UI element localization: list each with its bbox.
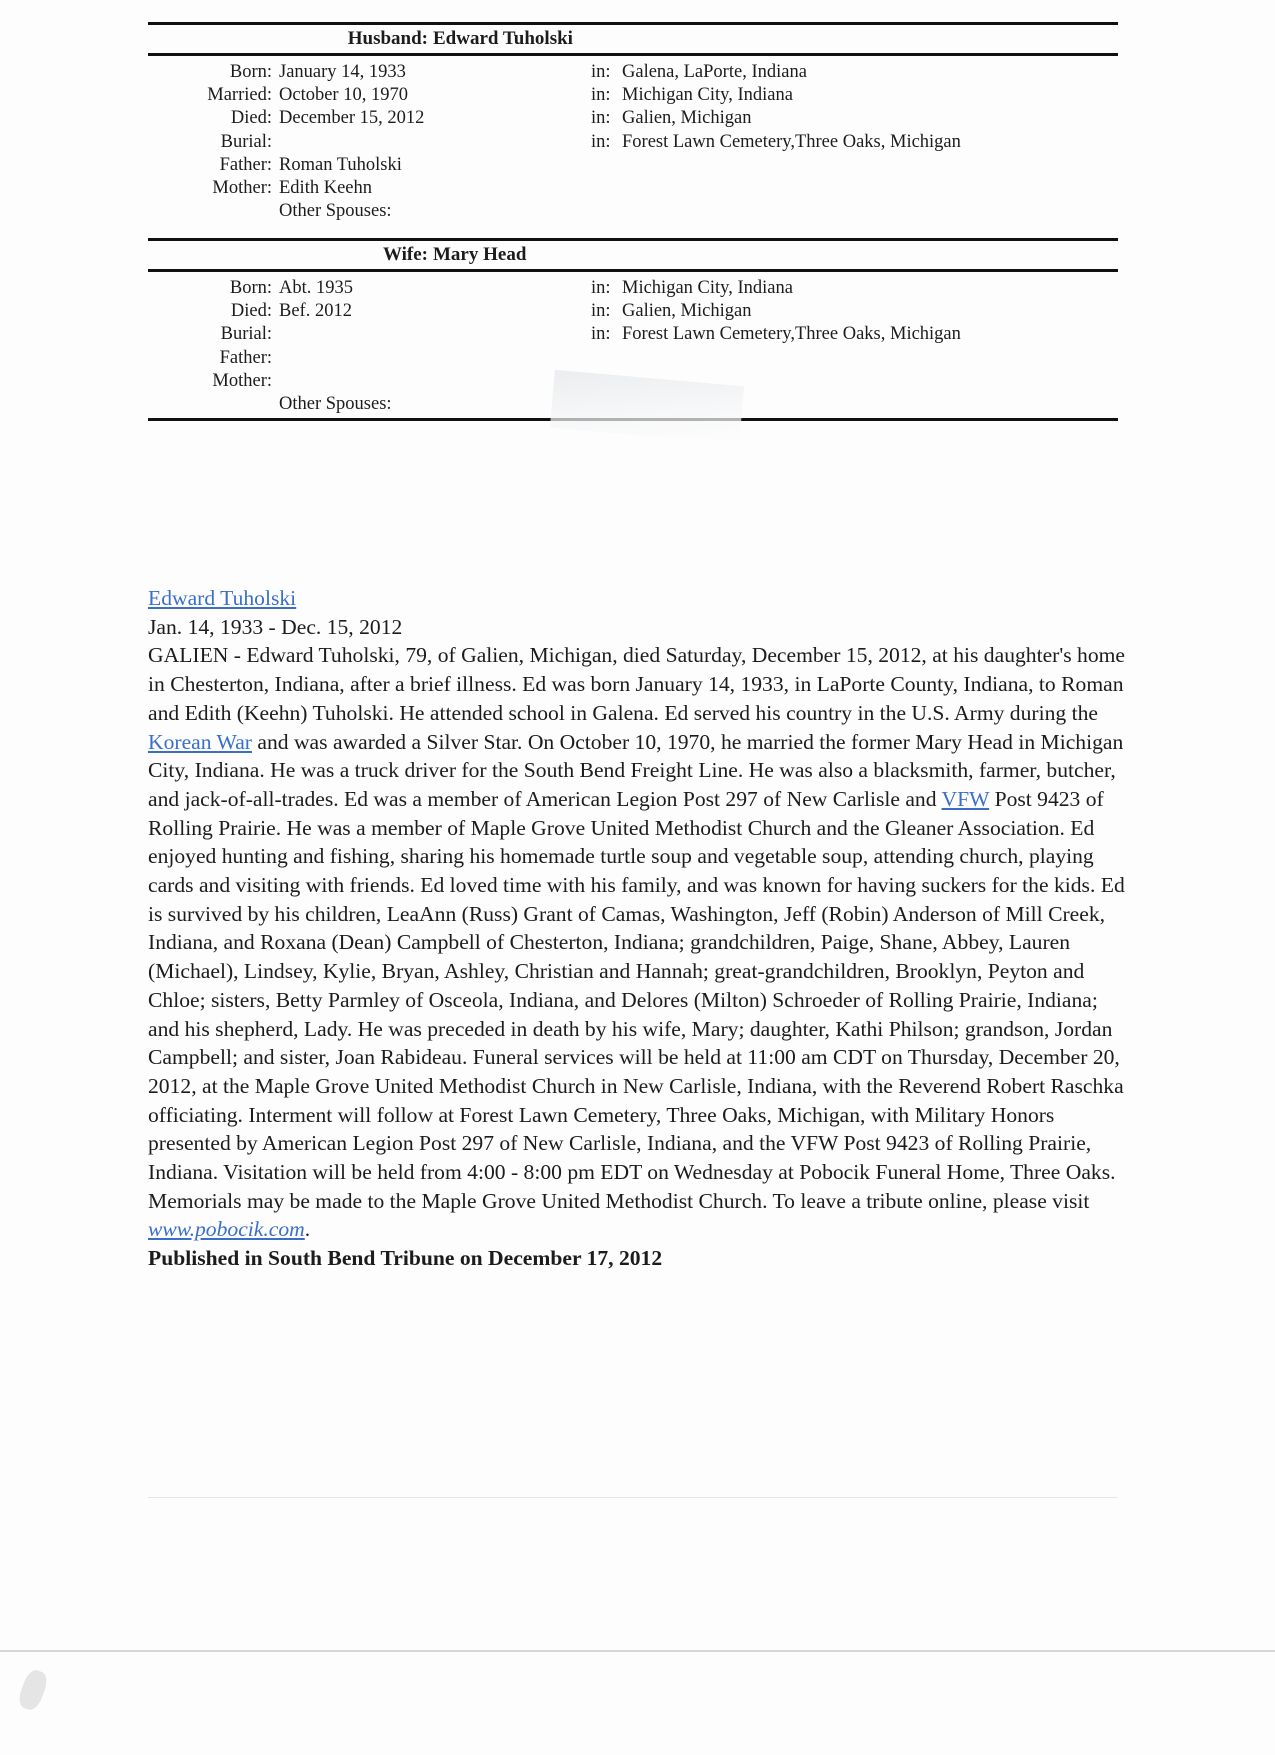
fact-value: Bef. 2012	[279, 301, 352, 322]
other-spouses-label: Other Spouses:	[279, 201, 392, 222]
place-value: Forest Lawn Cemetery,Three Oaks, Michigan	[622, 324, 961, 345]
scan-edge	[0, 1650, 1275, 1652]
other-spouses-label: Other Spouses:	[279, 393, 392, 414]
fact-row-burial	[148, 323, 1118, 346]
fact-label: Mother:	[212, 177, 272, 198]
obituary-dates: Jan. 14, 1933 - Dec. 15, 2012	[148, 614, 403, 639]
fact-label: Born:	[229, 62, 272, 82]
fact-value: Edith Keehn	[279, 177, 372, 198]
fact-label: Died:	[230, 301, 272, 322]
fact-row-father	[148, 347, 1118, 370]
wife-label: Wife:	[382, 244, 428, 265]
fact-label: Died:	[230, 108, 272, 129]
fact-value: October 10, 1970	[279, 85, 408, 106]
pobocik-website-link[interactable]: www.pobocik.com	[148, 1217, 305, 1242]
fact-label: Mother:	[212, 370, 272, 391]
obituary-text: Post 9423 of Rolling Prairie. He was a member of Maple Grove United Methodist Church and the Gleaner Association. Ed enjoyed hunting and fishing, sharing his homemade turtle soup and vegetable soup, attending church, playing cards and visiting with friends. Ed loved time with his family, and was known for having suckers for the kids. Ed is survived by his children, LeaAnn (Russ) Grant of Camas, Washington, Jeff (Robin) Anderson of Mill Creek, Indiana, and Roxana (Dean) Campbell of Chesterton, Indiana; grandchildren, Paige, Shane, Abbey, Lauren (Michael), Lindsey, Kylie, Bryan, Ashley, Christian and Hannah; great-grandchildren, Brooklyn, Peyton and Chloe; sisters, Betty Parmley of Osceola, Indiana, and Delores (Milton) Schroeder of Rolling Prairie, Indiana; and his shepherd, Lady. He was preceded in death by his wife, Mary; daughter, Kathi Philson; grandson, Jordan Campbell; and sister, Joan Rabideau. Funeral services will be held at 11:00 am CDT on Thursday, December 20, 2012, at the Maple Grove United Methodist Church in New Carlisle, Indiana, with the Reverend Robert Raschka officiating. Interment will follow at Forest Lawn Cemetery, Three Oaks, Michigan, with Military Honors presented by American Legion Post 297 of New Carlisle, Indiana, and the VFW Post 9423 of Rolling Prairie, Indiana. Visitation will be held from 4:00 - 8:00 pm EDT on Wednesday at Pobocik Funeral Home, Three Oaks. Memorials may be made to the Maple Grove United Methodist Church. To leave a tribute online, please visit	[148, 786, 1125, 1213]
fact-value: January 14, 1933	[279, 62, 406, 82]
publication-note: Published in South Bend Tribune on December 17, 2012	[148, 1246, 663, 1271]
place-value: Michigan City, Indiana	[622, 278, 793, 298]
obituary-text: GALIEN - Edward Tuholski, 79, of Galien, Michigan, died Saturday, December 15, 2012, at his daughter's home in Chesterton, Indiana, after a brief illness. Ed was born January 14, 1933, in LaPorte County, Indiana, to Roman and Edith (Keehn) Tuholski. He attended school in Galena. Ed served his country in the U.S. Army during the	[148, 643, 1126, 725]
fact-label: Born:	[229, 278, 272, 298]
husband-name: Edward Tuholski	[433, 28, 573, 49]
fact-label: Father:	[219, 154, 272, 175]
place-label: in:	[591, 278, 611, 298]
fact-row-mother	[148, 177, 1118, 200]
fact-label: Father:	[219, 347, 272, 368]
fact-value: Roman Tuholski	[279, 154, 402, 175]
fact-value: December 15, 2012	[279, 108, 425, 129]
fact-row-born	[148, 61, 1118, 84]
husband-header	[148, 25, 1118, 53]
fact-row-father	[148, 154, 1118, 177]
fact-value: Abt. 1935	[279, 278, 353, 298]
place-value: Galien, Michigan	[622, 108, 752, 129]
fact-row-died	[148, 300, 1118, 323]
fact-label: Married:	[207, 85, 272, 106]
husband-facts	[148, 56, 1118, 223]
korean-war-link[interactable]: Korean War	[148, 729, 252, 754]
fact-row-other-spouses	[148, 200, 1118, 223]
place-label: in:	[591, 108, 611, 129]
fact-label: Burial:	[220, 131, 272, 152]
husband-label: Husband:	[347, 28, 428, 49]
obituary	[148, 584, 1128, 1273]
husband-section	[148, 22, 1118, 223]
fact-row-married	[148, 84, 1118, 107]
place-label: in:	[591, 131, 611, 152]
scan-artifact	[16, 1667, 50, 1712]
place-value: Galena, LaPorte, Indiana	[622, 62, 807, 82]
obituary-title-link[interactable]: Edward Tuholski	[148, 586, 297, 610]
wife-name: Mary Head	[433, 244, 527, 265]
place-label: in:	[591, 62, 611, 82]
fact-label: Burial:	[220, 324, 272, 345]
place-label: in:	[591, 301, 611, 322]
place-label: in:	[591, 324, 611, 345]
place-value: Galien, Michigan	[622, 301, 752, 322]
fact-row-died	[148, 107, 1118, 130]
fact-row-burial	[148, 131, 1118, 154]
fact-row-born	[148, 277, 1118, 300]
wife-header	[148, 241, 1118, 269]
obituary-text: .	[304, 1217, 311, 1242]
place-value: Michigan City, Indiana	[622, 85, 793, 106]
divider	[148, 1497, 1118, 1498]
place-label: in:	[591, 85, 611, 106]
vfw-link[interactable]: VFW	[941, 786, 990, 811]
obituary-body	[148, 641, 1128, 1244]
place-value: Forest Lawn Cemetery,Three Oaks, Michigan	[622, 131, 961, 152]
obituary-text: and was awarded a Silver Star. On October 10, 1970, he married the former Mary Head in Michigan City, Indiana. He was a truck driver for the South Bend Freight Line. He was also a blacksmith, farmer, butcher, and jack-of-all-trades. Ed was a member of American Legion Post 297 of New Carlisle and	[148, 729, 1124, 811]
